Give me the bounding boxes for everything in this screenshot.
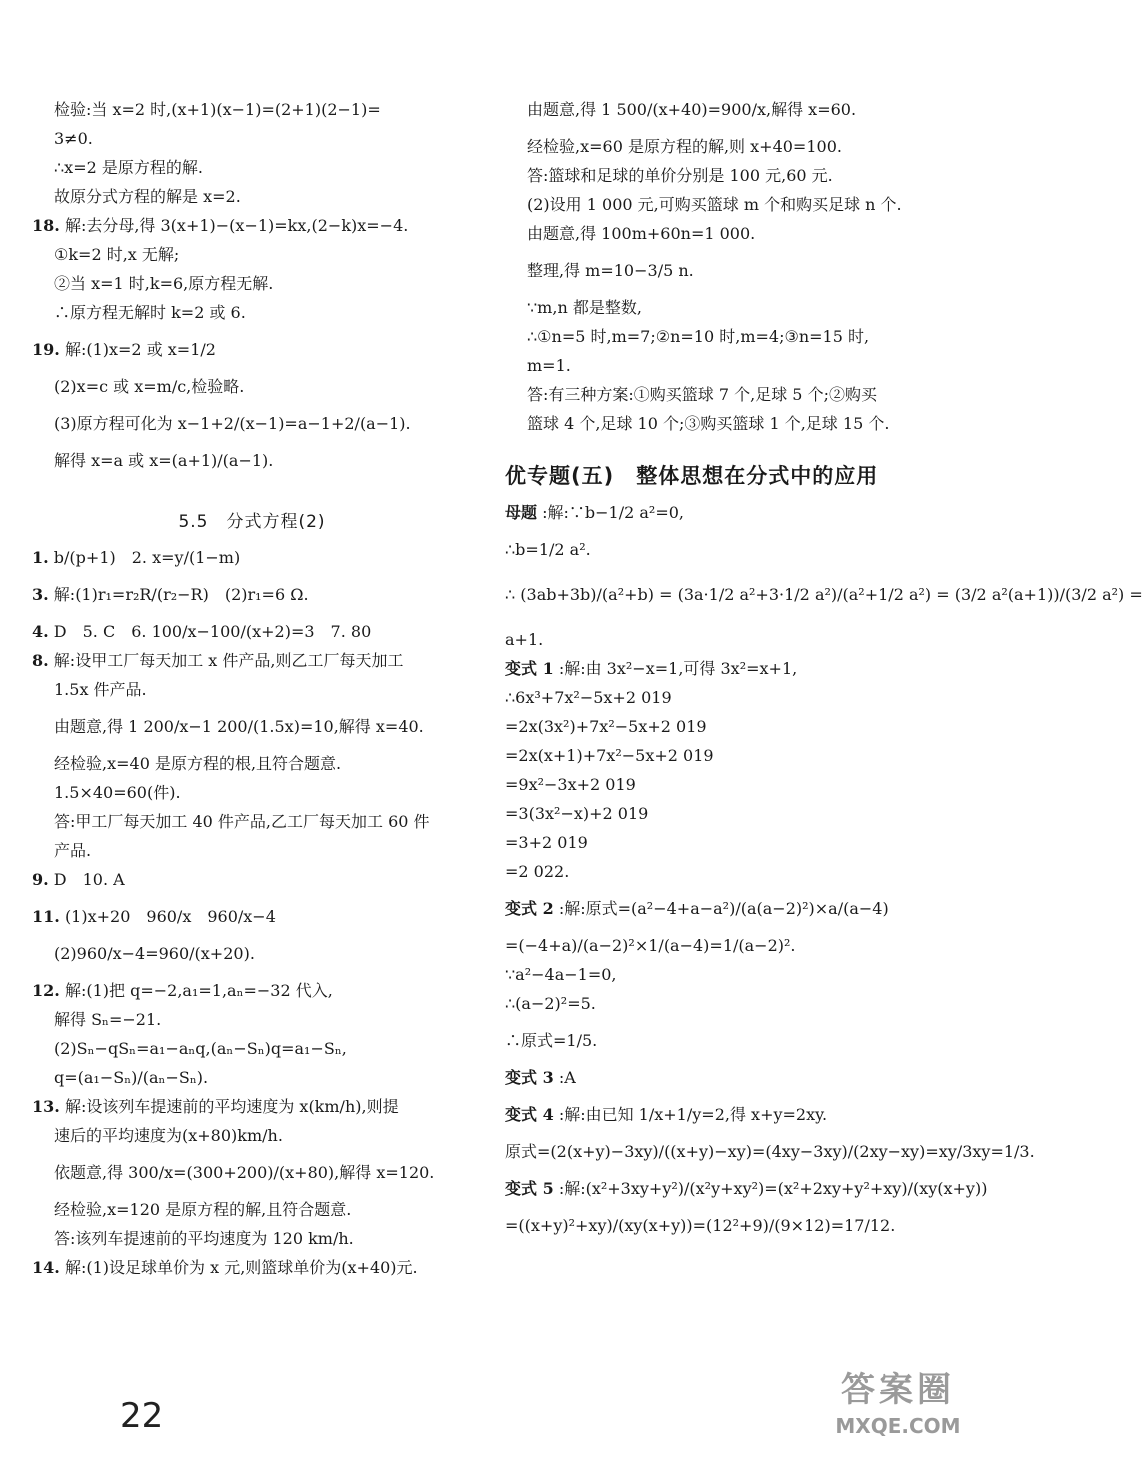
text-line bbox=[32, 902, 472, 931]
text-line bbox=[32, 1253, 472, 1282]
text-line bbox=[505, 1026, 945, 1055]
spacer bbox=[32, 609, 472, 617]
line-text: ∴①n=5 时,m=7;②n=10 时,m=4;③n=15 时, bbox=[527, 327, 870, 346]
left-column bbox=[32, 95, 472, 1282]
text-line bbox=[32, 580, 472, 609]
spacer bbox=[32, 327, 472, 335]
text-line bbox=[505, 741, 945, 770]
text-line bbox=[505, 931, 945, 960]
text-line bbox=[505, 1174, 988, 1203]
text-line bbox=[505, 380, 945, 409]
section-title: 5.5 分式方程(2) bbox=[178, 512, 326, 532]
text-line bbox=[505, 1211, 945, 1240]
line-text: D 10. A bbox=[53, 870, 125, 889]
text-line bbox=[505, 322, 945, 351]
spacer bbox=[505, 248, 945, 256]
line-text: 答:该列车提速前的平均速度为 120 km/h. bbox=[54, 1229, 354, 1248]
text-line bbox=[32, 1195, 472, 1224]
line-text: ∴x=2 是原方程的解. bbox=[54, 158, 203, 177]
text-line bbox=[505, 535, 945, 564]
text-line bbox=[32, 646, 472, 675]
text-line bbox=[32, 807, 472, 836]
text-line bbox=[505, 1100, 945, 1129]
line-text: 依题意,得 300/x=(300+200)/(x+80),解得 x=120. bbox=[54, 1163, 435, 1182]
line-text: =3+2 019 bbox=[505, 833, 588, 852]
text-line bbox=[32, 1092, 472, 1121]
line-text: :解:∵b−1/2 a²=0, bbox=[542, 503, 685, 522]
line-text: 解:(1)x=2 或 x=1/2 bbox=[64, 340, 216, 359]
right-column bbox=[505, 95, 1143, 1240]
text-line bbox=[505, 989, 945, 1018]
line-text: 解:设该列车提速前的平均速度为 x(km/h),则提 bbox=[64, 1097, 399, 1116]
text-line bbox=[505, 799, 945, 828]
spacer bbox=[505, 1055, 945, 1063]
problem-number: 变式 3 bbox=[505, 1068, 554, 1087]
text-line bbox=[505, 894, 945, 923]
line-text: (2)960/x−4=960/(x+20). bbox=[54, 944, 255, 963]
text-line bbox=[505, 256, 945, 285]
text-line bbox=[505, 132, 945, 161]
text-line bbox=[505, 960, 945, 989]
problem-number: 18. bbox=[32, 216, 60, 235]
text-line bbox=[505, 1063, 945, 1092]
text-line bbox=[32, 1224, 472, 1253]
line-text: =2x(3x²)+7x²−5x+2 019 bbox=[505, 717, 707, 736]
problem-number: 3. bbox=[32, 585, 49, 604]
text-line bbox=[32, 712, 472, 741]
spacer bbox=[505, 124, 945, 132]
line-text: (1)x+20 960/x 960/x−4 bbox=[64, 907, 276, 926]
spacer bbox=[505, 1018, 945, 1026]
problem-number: 1. bbox=[32, 548, 49, 567]
line-text: ∴ (3ab+3b)/(a²+b) = (3a·1/2 a²+3·1/2 a²)/(a²+1/2 a²) = (3/2 a²(a+1))/(3/2 a²) = bbox=[505, 585, 1143, 604]
text-line bbox=[32, 269, 472, 298]
line-text: (2)x=c 或 x=m/c,检验略. bbox=[54, 377, 245, 396]
problem-number: 13. bbox=[32, 1097, 60, 1116]
text-line bbox=[32, 372, 472, 401]
text-line bbox=[32, 298, 472, 327]
line-text: 产品. bbox=[54, 841, 92, 860]
text-line bbox=[505, 351, 945, 380]
problem-number: 9. bbox=[32, 870, 49, 889]
watermark-bottom-text: MXQE.COM bbox=[835, 1414, 961, 1438]
text-line bbox=[505, 1137, 1035, 1166]
line-text: 由题意,得 100m+60n=1 000. bbox=[527, 224, 756, 243]
text-line bbox=[32, 836, 472, 865]
text-line bbox=[32, 617, 472, 646]
line-text: 3≠0. bbox=[54, 129, 93, 148]
line-text: ∴原方程无解时 k=2 或 6. bbox=[54, 303, 246, 322]
text-line bbox=[505, 654, 945, 683]
line-text: :解:(x²+3xy+y²)/(x²y+xy²)=(x²+2xy+y²+xy)/(xy(x+y)) bbox=[558, 1179, 988, 1198]
spacer bbox=[32, 1150, 472, 1158]
problem-number: 12. bbox=[32, 981, 60, 1000]
problem-number: 变式 5 bbox=[505, 1179, 554, 1198]
line-text: ①k=2 时,x 无解; bbox=[54, 245, 180, 264]
spacer bbox=[505, 1203, 945, 1211]
spacer bbox=[32, 704, 472, 712]
spacer bbox=[505, 886, 945, 894]
spacer bbox=[505, 527, 945, 535]
spacer bbox=[505, 438, 945, 454]
text-line bbox=[32, 1005, 472, 1034]
line-text: 1.5x 件产品. bbox=[54, 680, 147, 699]
line-text: =3(3x²−x)+2 019 bbox=[505, 804, 649, 823]
line-text: 解:(1)设足球单价为 x 元,则篮球单价为(x+40)元. bbox=[64, 1258, 418, 1277]
line-text: 解得 Sₙ=−21. bbox=[54, 1010, 162, 1029]
text-line bbox=[505, 712, 945, 741]
line-text: ∵m,n 都是整数, bbox=[527, 298, 642, 317]
topic-title: 优专题(五) 整体思想在分式中的应用 bbox=[505, 464, 879, 488]
problem-number: 14. bbox=[32, 1258, 60, 1277]
problem-number: 母题 bbox=[505, 503, 538, 522]
line-text: =9x²−3x+2 019 bbox=[505, 775, 636, 794]
line-text: ∴原式=1/5. bbox=[505, 1031, 598, 1050]
text-line bbox=[505, 580, 1143, 609]
spacer bbox=[32, 894, 472, 902]
text-line bbox=[32, 211, 472, 240]
line-text: 整理,得 m=10−3/5 n. bbox=[527, 261, 694, 280]
problem-number: 变式 2 bbox=[505, 899, 554, 918]
line-text: 原式=(2(x+y)−3xy)/((x+y)−xy)=(4xy−3xy)/(2xy−xy)=xy/3xy=1/3. bbox=[505, 1142, 1035, 1161]
text-line bbox=[505, 293, 945, 322]
line-text: ∴b=1/2 a². bbox=[505, 540, 591, 559]
watermark-logo bbox=[808, 1368, 988, 1448]
text-line bbox=[505, 190, 945, 219]
problem-number: 19. bbox=[32, 340, 60, 359]
text-line bbox=[32, 409, 472, 438]
problem-number: 变式 1 bbox=[505, 659, 554, 678]
line-text: 解:(1)把 q=−2,a₁=1,aₙ=−32 代入, bbox=[64, 981, 333, 1000]
spacer bbox=[32, 968, 472, 976]
line-text: a+1. bbox=[505, 630, 544, 649]
line-text: (2)设用 1 000 元,可购买篮球 m 个和购买足球 n 个. bbox=[527, 195, 902, 214]
spacer bbox=[32, 364, 472, 372]
line-text: 答:有三种方案:①购买篮球 7 个,足球 5 个;②购买 bbox=[527, 385, 877, 404]
line-text: =2x(x+1)+7x²−5x+2 019 bbox=[505, 746, 714, 765]
line-text: 由题意,得 1 200/x−1 200/(1.5x)=10,解得 x=40. bbox=[54, 717, 424, 736]
text-line bbox=[32, 95, 472, 124]
line-text: 1.5×40=60(件). bbox=[54, 783, 181, 802]
text-line bbox=[32, 976, 472, 1005]
line-text: m=1. bbox=[527, 356, 571, 375]
line-text: 答:甲工厂每天加工 40 件产品,乙工厂每天加工 60 件 bbox=[54, 812, 430, 831]
spacer bbox=[505, 564, 945, 580]
line-text: b/(p+1) 2. x=y/(1−m) bbox=[53, 548, 241, 567]
line-text: 解:(1)r₁=r₂R/(r₂−R) (2)r₁=6 Ω. bbox=[53, 585, 309, 604]
line-text: 答:篮球和足球的单价分别是 100 元,60 元. bbox=[527, 166, 833, 185]
text-line bbox=[32, 153, 472, 182]
text-line bbox=[32, 778, 472, 807]
text-line bbox=[505, 625, 945, 654]
text-line bbox=[505, 95, 945, 124]
text-line bbox=[32, 1158, 472, 1187]
line-text: ∴(a−2)²=5. bbox=[505, 994, 596, 1013]
problem-number: 变式 4 bbox=[505, 1105, 554, 1124]
line-text: ②当 x=1 时,k=6,原方程无解. bbox=[54, 274, 274, 293]
spacer bbox=[505, 285, 945, 293]
text-line bbox=[32, 446, 472, 475]
spacer bbox=[505, 1166, 945, 1174]
line-text: 由题意,得 1 500/(x+40)=900/x,解得 x=60. bbox=[527, 100, 857, 119]
line-text: =(−4+a)/(a−2)²×1/(a−4)=1/(a−2)². bbox=[505, 936, 796, 955]
line-text: 解:去分母,得 3(x+1)−(x−1)=kx,(2−k)x=−4. bbox=[64, 216, 409, 235]
spacer bbox=[32, 1187, 472, 1195]
line-text: (3)原方程可化为 x−1+2/(x−1)=a−1+2/(a−1). bbox=[54, 414, 411, 433]
spacer bbox=[32, 931, 472, 939]
text-line bbox=[505, 498, 945, 527]
text-line bbox=[32, 240, 472, 269]
spacer bbox=[505, 923, 945, 931]
spacer bbox=[32, 438, 472, 446]
text-line bbox=[32, 543, 472, 572]
spacer bbox=[505, 1092, 945, 1100]
spacer bbox=[32, 741, 472, 749]
problem-number: 4. bbox=[32, 622, 49, 641]
text-line bbox=[505, 683, 945, 712]
line-text: q=(a₁−Sₙ)/(aₙ−Sₙ). bbox=[54, 1068, 209, 1087]
line-text: 经检验,x=60 是原方程的解,则 x+40=100. bbox=[527, 137, 842, 156]
text-line bbox=[505, 857, 945, 886]
line-text: 检验:当 x=2 时,(x+1)(x−1)=(2+1)(2−1)= bbox=[54, 100, 381, 119]
text-line bbox=[32, 939, 472, 968]
line-text: 解:设甲工厂每天加工 x 件产品,则乙工厂每天加工 bbox=[53, 651, 404, 670]
spacer bbox=[32, 572, 472, 580]
text-line bbox=[32, 1063, 472, 1092]
line-text: (2)Sₙ−qSₙ=a₁−aₙq,(aₙ−Sₙ)q=a₁−Sₙ, bbox=[54, 1039, 347, 1058]
line-text: 篮球 4 个,足球 10 个;③购买篮球 1 个,足球 15 个. bbox=[527, 414, 890, 433]
text-line bbox=[505, 770, 945, 799]
line-text: =((x+y)²+xy)/(xy(x+y))=(12²+9)/(9×12)=17/12. bbox=[505, 1216, 896, 1235]
line-text: =2 022. bbox=[505, 862, 570, 881]
text-line bbox=[505, 409, 945, 438]
text-line bbox=[32, 1121, 472, 1150]
line-text: 经检验,x=40 是原方程的根,且符合题意. bbox=[54, 754, 342, 773]
line-text: :解:原式=(a²−4+a−a²)/(a(a−2)²)×a/(a−4) bbox=[558, 899, 889, 918]
watermark-top-text: 答案圈 bbox=[841, 1370, 955, 1410]
line-text: :解:由已知 1/x+1/y=2,得 x+y=2xy. bbox=[558, 1105, 828, 1124]
text-line bbox=[32, 675, 472, 704]
text-line bbox=[32, 335, 472, 364]
spacer bbox=[32, 475, 472, 501]
line-text: :A bbox=[558, 1068, 576, 1087]
text-line bbox=[32, 182, 472, 211]
text-line bbox=[32, 749, 472, 778]
text-line bbox=[32, 124, 472, 153]
line-text: ∵a²−4a−1=0, bbox=[505, 965, 617, 984]
text-line bbox=[505, 161, 945, 190]
spacer bbox=[505, 609, 945, 625]
line-text: 经检验,x=120 是原方程的解,且符合题意. bbox=[54, 1200, 352, 1219]
text-line bbox=[505, 219, 945, 248]
spacer bbox=[32, 401, 472, 409]
text-line bbox=[32, 865, 472, 894]
line-text: D 5. C 6. 100/x−100/(x+2)=3 7. 80 bbox=[53, 622, 372, 641]
line-text: 解得 x=a 或 x=(a+1)/(a−1). bbox=[54, 451, 274, 470]
line-text: 故原分式方程的解是 x=2. bbox=[54, 187, 241, 206]
text-line bbox=[32, 1034, 472, 1063]
page-number: 22 bbox=[120, 1396, 164, 1436]
text-line bbox=[505, 828, 945, 857]
line-text: ∴6x³+7x²−5x+2 019 bbox=[505, 688, 672, 707]
problem-number: 8. bbox=[32, 651, 49, 670]
problem-number: 11. bbox=[32, 907, 60, 926]
spacer bbox=[505, 1129, 945, 1137]
line-text: 速后的平均速度为(x+80)km/h. bbox=[54, 1126, 283, 1145]
line-text: :解:由 3x²−x=1,可得 3x²=x+1, bbox=[558, 659, 798, 678]
